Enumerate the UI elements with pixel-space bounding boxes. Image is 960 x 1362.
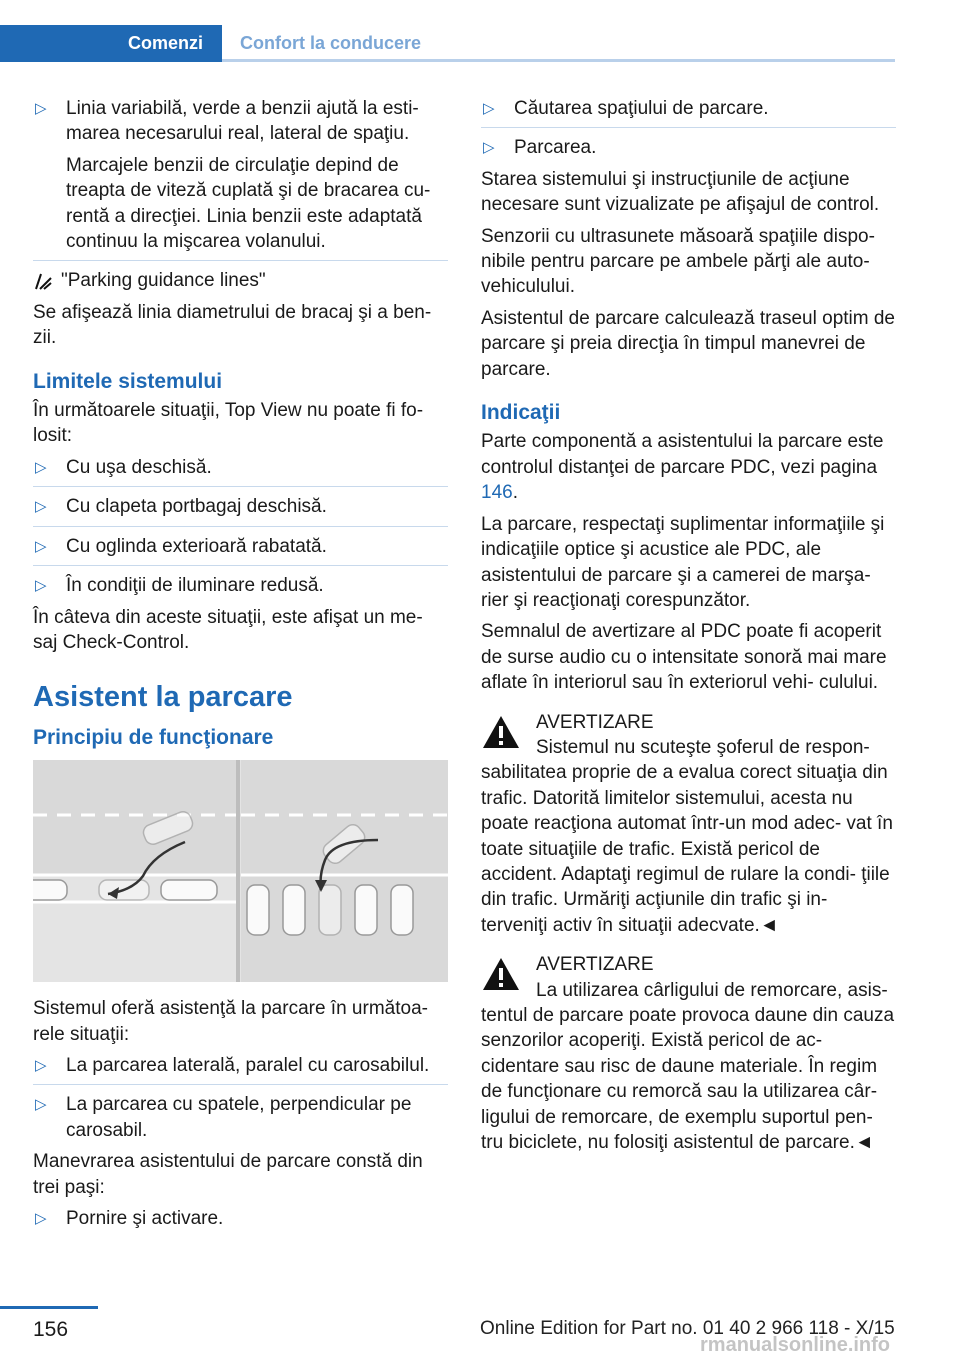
section-heading-notes: Indicaţii bbox=[481, 401, 561, 425]
header-divider bbox=[222, 59, 895, 62]
warning-triangle-icon bbox=[481, 956, 521, 992]
parking-lines-option bbox=[33, 268, 448, 293]
divider bbox=[33, 486, 448, 487]
triangle-bullet-icon: ▷ bbox=[35, 1056, 47, 1074]
paragraph: Se afişează linia diametrului de bracaj şi a ben‐ zii. bbox=[33, 301, 432, 349]
parking-illustration bbox=[33, 760, 448, 982]
paragraph: La parcare, respectaţi suplimentar informaţiile şi indicaţiile optice şi acustice ale PDC, ale asistentului de parcare şi a camerei de marşa‐ rier şi reacţionaţi corespunzător. bbox=[481, 513, 885, 611]
section-heading-limits: Limitele sistemului bbox=[33, 369, 223, 393]
divider bbox=[33, 260, 448, 261]
paragraph: Manevrarea asistentului de parcare constă din trei paşi: bbox=[33, 1151, 423, 1198]
section-heading-principle: Principiu de funcţionare bbox=[33, 725, 274, 749]
list-item: ▷ Cu oglinda exterioară rabatată. bbox=[33, 534, 448, 559]
parking-lines-label: "Parking guidance lines" bbox=[61, 270, 266, 292]
list-item: ▷ Cu clapeta portbagaj deschisă. bbox=[33, 494, 448, 519]
page-number: 156 bbox=[33, 1318, 69, 1341]
warning-text: Sistemul nu scuteşte şoferul de respon‐ bbox=[536, 736, 870, 758]
list-item: ▷ Căutarea spaţiului de parcare. bbox=[481, 96, 896, 121]
tab-comenzi-label: Comenzi bbox=[128, 33, 204, 53]
parking-guidance-lines-icon bbox=[33, 270, 55, 292]
divider bbox=[481, 127, 896, 128]
parking-diagram bbox=[33, 760, 448, 982]
list-item: ▷ Pornire şi activare. bbox=[33, 1206, 448, 1231]
page-header bbox=[0, 0, 960, 62]
tab-confort-label: Confort la conducere bbox=[240, 33, 422, 53]
tab-confort[interactable] bbox=[222, 25, 895, 62]
list-item: ▷ În condiţii de iluminare redusă. bbox=[33, 573, 448, 598]
warning-title: AVERTIZARE bbox=[536, 954, 654, 976]
divider bbox=[33, 565, 448, 566]
triangle-bullet-icon: ▷ bbox=[483, 100, 495, 117]
divider bbox=[33, 526, 448, 527]
watermark: rmanualsonline.info bbox=[700, 1334, 891, 1356]
chapter-heading: Asistent la parcare bbox=[33, 681, 293, 714]
list-item: ▷ Linia variabilă, verde a benzii ajută la esti‐ marea necesarului real, lateral de spaţiu. bbox=[35, 98, 419, 145]
paragraph: Semnalul de avertizare al PDC poate fi acoperit de surse audio cu o intensitate sonoră mai mare aflate în interiorul sau în exteriorul vehi‐ culului. bbox=[481, 621, 887, 694]
list-item: ▷ Parcarea. bbox=[481, 135, 896, 160]
triangle-bullet-icon: ▷ bbox=[483, 139, 495, 157]
list-item-continuation: Marcajele benzii de circulaţie depind de treapta de viteză cuplată şi de bracarea cu‐ rentă a direcţiei. Linia benzii este adaptată continuu la mişcarea volanului. bbox=[66, 154, 431, 253]
triangle-bullet-icon: ▷ bbox=[35, 1096, 47, 1114]
paragraph: Senzorii cu ultrasunete măsoară spaţiile dispo‐ nibile pentru parcare pe ambele părţi ale auto‐ vehiculului. bbox=[481, 225, 875, 298]
triangle-bullet-icon: ▷ bbox=[35, 458, 47, 476]
warning-text: La utilizarea cârligului de remorcare, asis‐ bbox=[536, 979, 888, 1001]
tab-comenzi[interactable] bbox=[0, 25, 222, 62]
left-column bbox=[33, 96, 448, 1237]
list-item: ▷ Cu uşa deschisă. bbox=[33, 455, 448, 480]
warning-block bbox=[481, 952, 896, 1155]
footer-divider bbox=[0, 1306, 98, 1309]
triangle-bullet-icon: ▷ bbox=[35, 1209, 47, 1227]
right-column bbox=[481, 96, 896, 1165]
paragraph: Starea sistemului şi instrucţiunile de acţiune necesare sunt vizualizate pe afişajul de control. bbox=[481, 168, 880, 216]
triangle-bullet-icon: ▷ bbox=[35, 577, 47, 595]
warning-block bbox=[481, 710, 896, 939]
warning-text: sabilitatea proprie de a evalua corect situaţia din trafic. Datorită limitelor sistemului, acesta nu poate reacţiona automat într-un mod adec‐ vat în toate situaţiile de trafic. Există pericol de accident. Adaptaţi regimul de rulare la condi‐ ţiile din trafic. Urmăriţi acţiunile din trafic şi in‐ terveniţi activ în situaţii adecvate.◄ bbox=[481, 762, 893, 936]
paragraph: În câteva din aceste situaţii, este afişat un me‐ saj Check-Control. bbox=[33, 606, 423, 653]
warning-triangle-icon bbox=[481, 714, 521, 750]
divider bbox=[33, 1084, 448, 1085]
triangle-bullet-icon: ▷ bbox=[35, 100, 47, 117]
list-item: ▷ La parcarea laterală, paralel cu carosabilul. bbox=[33, 1053, 448, 1078]
warning-text: tentul de parcare poate provoca daune din cauza senzorilor acoperiţi. Există pericol de ac‐ cidentare sau risc de daune materiale. În regim de funcţionare cu remorcă sau la utilizarea câr‐ ligului de remorcare, de exemplu suportul pen‐ tru biciclete, nu folosiţi asistentul de parcare.◄ bbox=[481, 1005, 895, 1154]
triangle-bullet-icon: ▷ bbox=[35, 537, 47, 555]
paragraph: Parte componentă a asistentului la parcare este controlul distanţei de parcare PDC, vezi pagina 146. bbox=[481, 431, 884, 504]
warning-title: AVERTIZARE bbox=[536, 711, 654, 733]
edition-text: Online Edition for Part no. 01 40 2 966 118 - X/15 bbox=[480, 1318, 895, 1339]
page-link[interactable]: 146 bbox=[481, 482, 513, 504]
list-item: ▷ La parcarea cu spatele, perpendicular pe carosabil. bbox=[35, 1094, 412, 1141]
paragraph: Sistemul oferă asistenţă la parcare în următoa‐ rele situaţii: bbox=[33, 998, 428, 1045]
triangle-bullet-icon: ▷ bbox=[35, 498, 47, 516]
paragraph: Asistentul de parcare calculează traseul optim de parcare şi preia direcţia în timpul manevrei de parcare. bbox=[481, 307, 896, 380]
paragraph: În următoarele situaţii, Top View nu poate fi fo‐ losit: bbox=[33, 400, 424, 447]
